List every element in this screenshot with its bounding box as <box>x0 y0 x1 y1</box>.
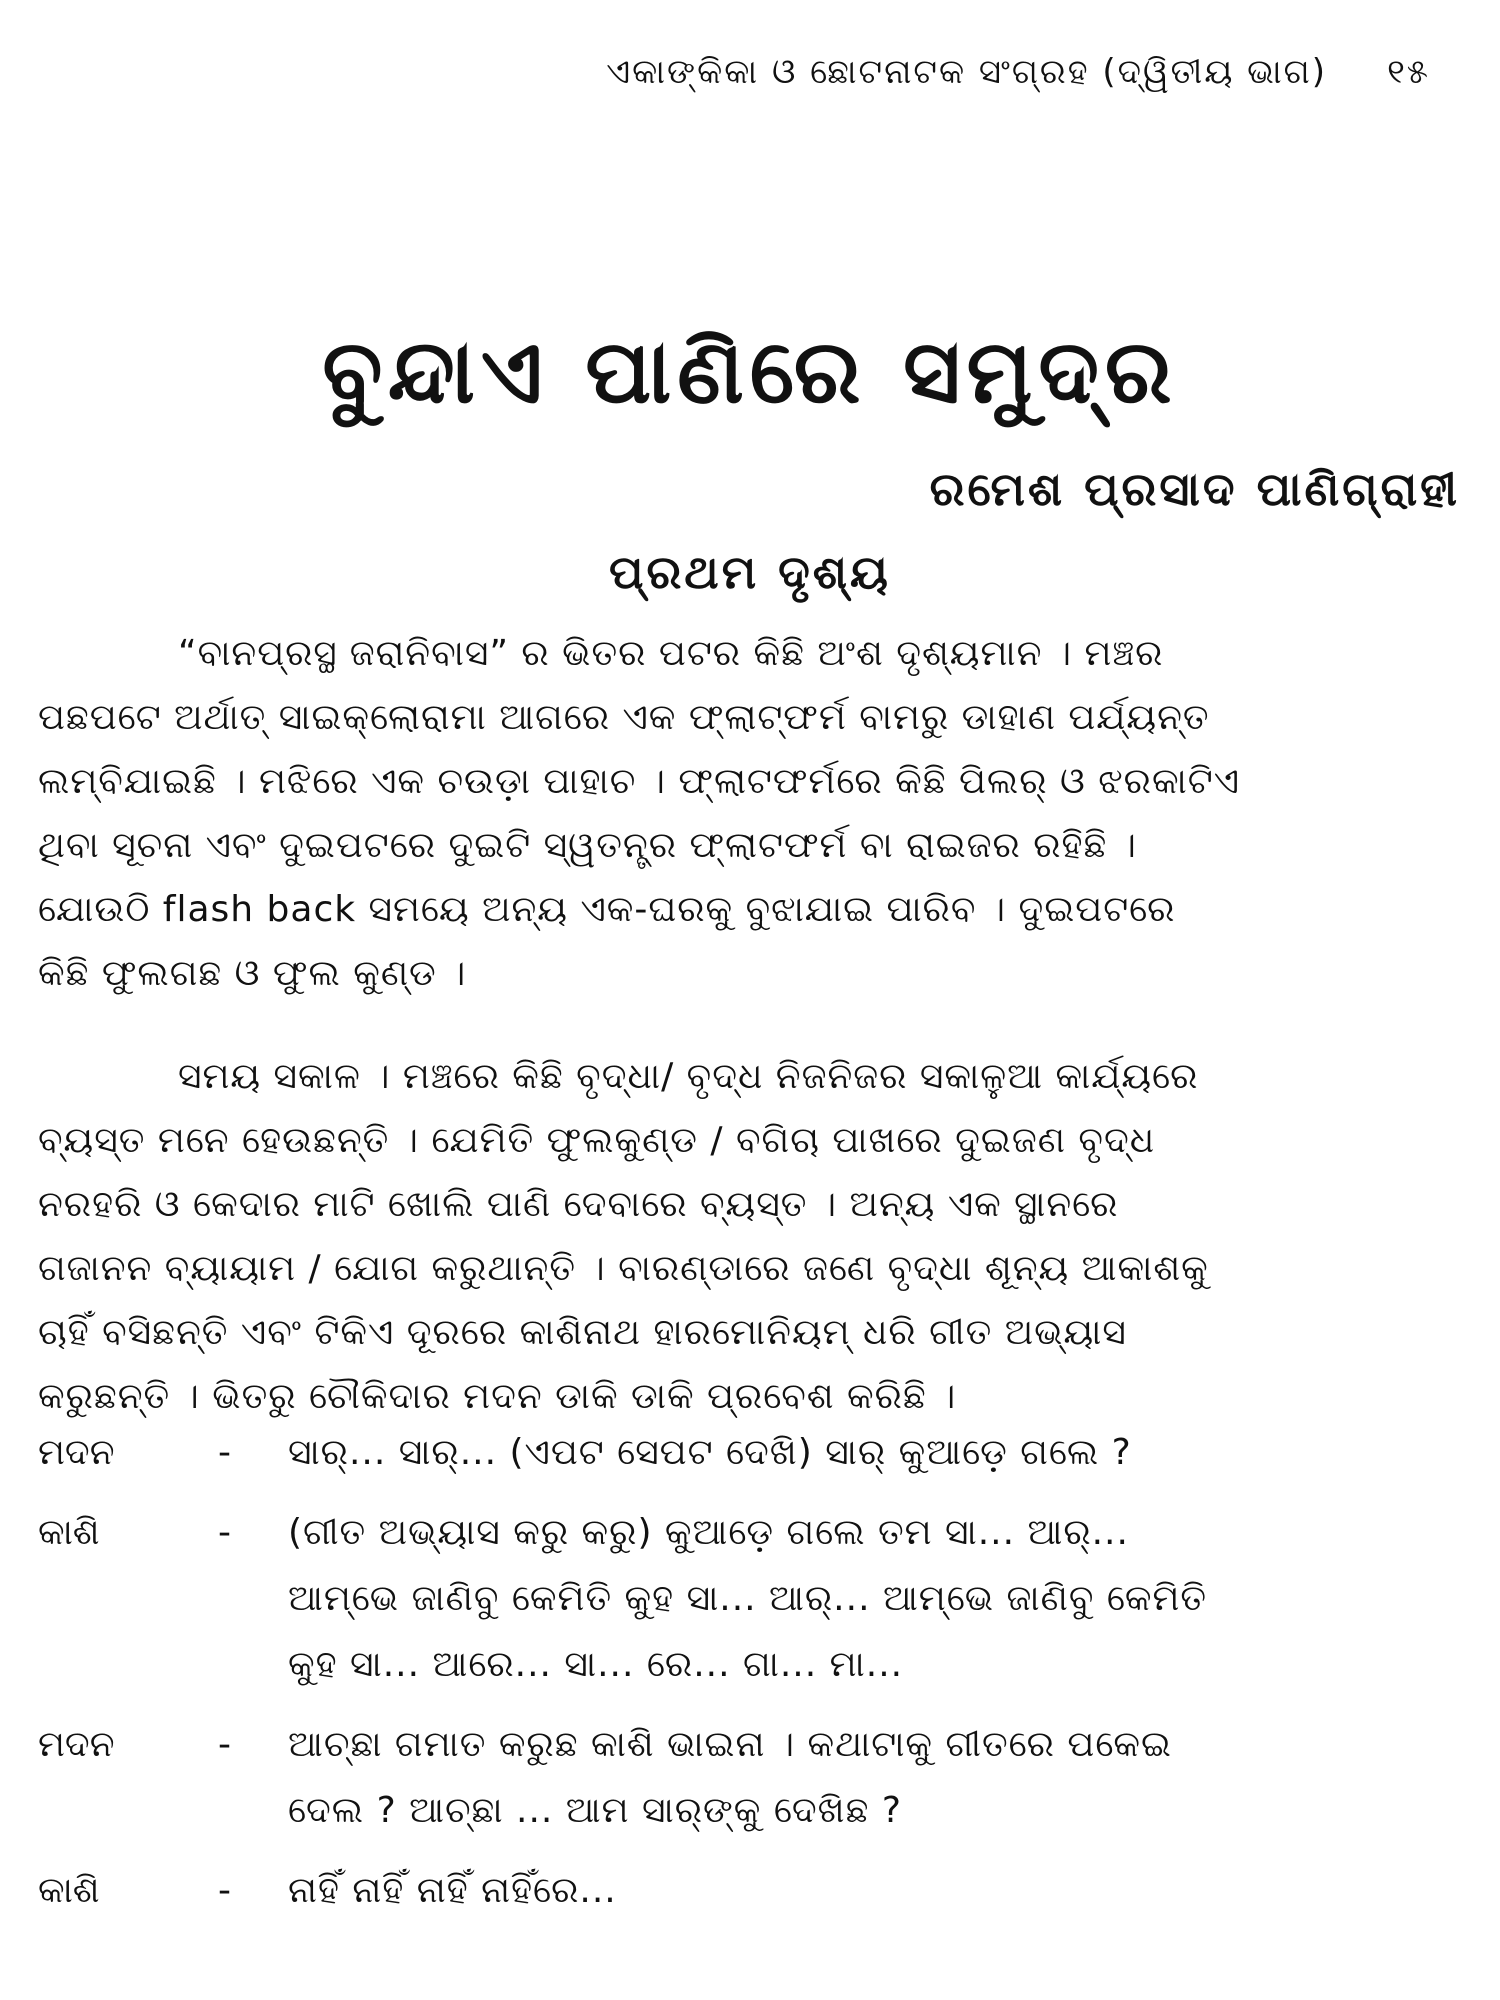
speech-text <box>288 1500 1460 1698</box>
text-line: ଯୋଉଠି flash back ସମୟେ ଅନ୍ୟ ଏକ-ଘରକୁ ବୁଝାଯାଇ ପାରିବ । ଦୁଇପଟରେ <box>38 889 1176 930</box>
dialogue-row <box>38 1858 1460 1924</box>
speech-line: (ଗୀତ ଅଭ୍ୟାସ କରୁ କରୁ) କୁଆଡ଼େ ଗଲେ ତମ ସା... ଆର୍... <box>288 1512 1129 1553</box>
stage-direction-paragraph <box>38 622 1460 1006</box>
speaker-dash: - <box>218 1870 231 1911</box>
dialogue-row <box>38 1420 1460 1486</box>
author-name: ରମେଶ ପ୍ରସାଦ ପାଣିଗ୍ରାହୀ <box>929 462 1460 516</box>
scene-heading: ପ୍ରଥମ ଦୃଶ୍ୟ <box>609 545 891 599</box>
text-line: ପଛପଟେ ଅର୍ଥାତ୍ ସାଇକ୍ଲୋରାମା ଆଗରେ ଏକ ଫ୍ଲାଟ୍‌ଫର୍ମ ବାମରୁ ଡାହାଣ ପର୍ଯ୍ୟନ୍ତ <box>38 697 1210 738</box>
book-title: ଏକାଙ୍କିକା ଓ ଛୋଟନାଟକ ସଂଗ୍ରହ (ଦ୍ୱିତୀୟ ଭାଗ) <box>606 52 1328 92</box>
text-line: ବ୍ୟସ୍ତ ମନେ ହେଉଛନ୍ତି । ଯେମିତି ଫୁଲକୁଣ୍ଡ / ବଗିଚା ପାଖରେ ଦୁଇଜଣ ବୃଦ୍ଧ <box>38 1120 1156 1161</box>
speech-text <box>288 1420 1460 1486</box>
page-number: ୧୫ <box>1387 52 1430 92</box>
dialogue-block <box>38 1420 1460 1938</box>
speech-text <box>288 1858 1460 1924</box>
speaker-dash: - <box>218 1432 231 1473</box>
speaker-name: କାଶି <box>38 1870 100 1911</box>
speech-line: ନାହିଁ ନାହିଁ ନାହିଁ ନାହିଁରେ... <box>288 1870 617 1911</box>
speech-text <box>288 1712 1460 1844</box>
speech-line: କୁହ ସା... ଆରେ... ସା... ରେ... ଗା... ମା... <box>288 1644 904 1685</box>
dialogue-row <box>38 1500 1460 1698</box>
text-line: ସମୟ ସକାଳ । ମଞ୍ଚରେ କିଛି ବୃଦ୍ଧା/ ବୃଦ୍ଧ ନିଜନିଜର ସକାଳୁଆ କାର୍ଯ୍ୟରେ <box>178 1056 1199 1097</box>
text-line: “ବାନପ୍ରସ୍ଥ ଜରାନିବାସ” ର ଭିତର ପଟର କିଛି ଅଂଶ ଦୃଶ୍ୟମାନ । ମଞ୍ଚର <box>178 633 1164 674</box>
stage-direction-paragraph <box>38 1045 1460 1429</box>
text-line: କରୁଛନ୍ତି । ଭିତରୁ ଚୌକିଦାର ମଦନ ଡାକି ଡାକି ପ୍ରବେଶ କରିଛି । <box>38 1376 957 1417</box>
text-line: ଥିବା ସୂଚନା ଏବଂ ଦୁଇପଟରେ ଦୁଇଟି ସ୍ୱତନ୍ତ୍ର ଫ୍ଲାଟଫର୍ମ ବା ରାଇଜର ରହିଛି । <box>38 825 1138 866</box>
speech-line: ଆମ୍ଭେ ଜାଣିବୁ କେମିତି କୁହ ସା... ଆର୍... ଆମ୍ଭେ ଜାଣିବୁ କେମିତି <box>288 1578 1208 1619</box>
text-line: କିଛି ଫୁଲଗଛ ଓ ଫୁଲ କୁଣ୍ଡ । <box>38 953 467 994</box>
speaker-name: ମଦନ <box>38 1724 115 1765</box>
text-line: ଲମ୍ବିଯାଇଛି । ମଝିରେ ଏକ ଚଉଡ଼ା ପାହାଚ । ଫ୍ଲାଟଫର୍ମରେ କିଛି ପିଲର୍ ଓ ଝରକାଟିଏ <box>38 761 1241 802</box>
speaker-dash: - <box>218 1512 231 1553</box>
text-line: ଚାହିଁ ବସିଛନ୍ତି ଏବଂ ଟିକିଏ ଦୂରରେ କାଶିନାଥ ହାରମୋନିୟମ୍ ଧରି ଗୀତ ଅଭ୍ୟାସ <box>38 1312 1127 1353</box>
speech-line: ଦେଲ ? ଆଚ୍ଛା ... ଆମ ସାର୍‌ଙ୍କୁ ଦେଖିଛ ? <box>288 1790 902 1831</box>
speech-line: ସାର୍... ସାର୍... (ଏପଟ ସେପଟ ଦେଖି) ସାର୍ କୁଆଡ଼େ ଗଲେ ? <box>288 1432 1132 1473</box>
speech-line: ଆଚ୍ଛା ଗମାତ କରୁଛ କାଶି ଭାଇନା । କଥାଟାକୁ ଗୀତରେ ପକେଇ <box>288 1724 1172 1765</box>
text-line: ନରହରି ଓ କେଦାର ମାଟି ଖୋଲି ପାଣି ଦେବାରେ ବ୍ୟସ୍ତ । ଅନ୍ୟ ଏକ ସ୍ଥାନରେ <box>38 1184 1119 1225</box>
dialogue-row <box>38 1712 1460 1844</box>
speaker-dash: - <box>218 1724 231 1765</box>
running-head <box>520 52 1430 92</box>
speaker-name: କାଶି <box>38 1512 100 1553</box>
text-line: ଗଜାନନ ବ୍ୟାୟାମ / ଯୋଗ କରୁଥାନ୍ତି । ବାରଣ୍ଡାରେ ଜଣେ ବୃଦ୍ଧା ଶୂନ୍ୟ ଆକାଶକୁ <box>38 1248 1209 1289</box>
speaker-name: ମଦନ <box>38 1432 115 1473</box>
play-title: ବୁନ୍ଦାଏ ପାଣିରେ ସମୁଦ୍ର <box>322 320 1178 423</box>
